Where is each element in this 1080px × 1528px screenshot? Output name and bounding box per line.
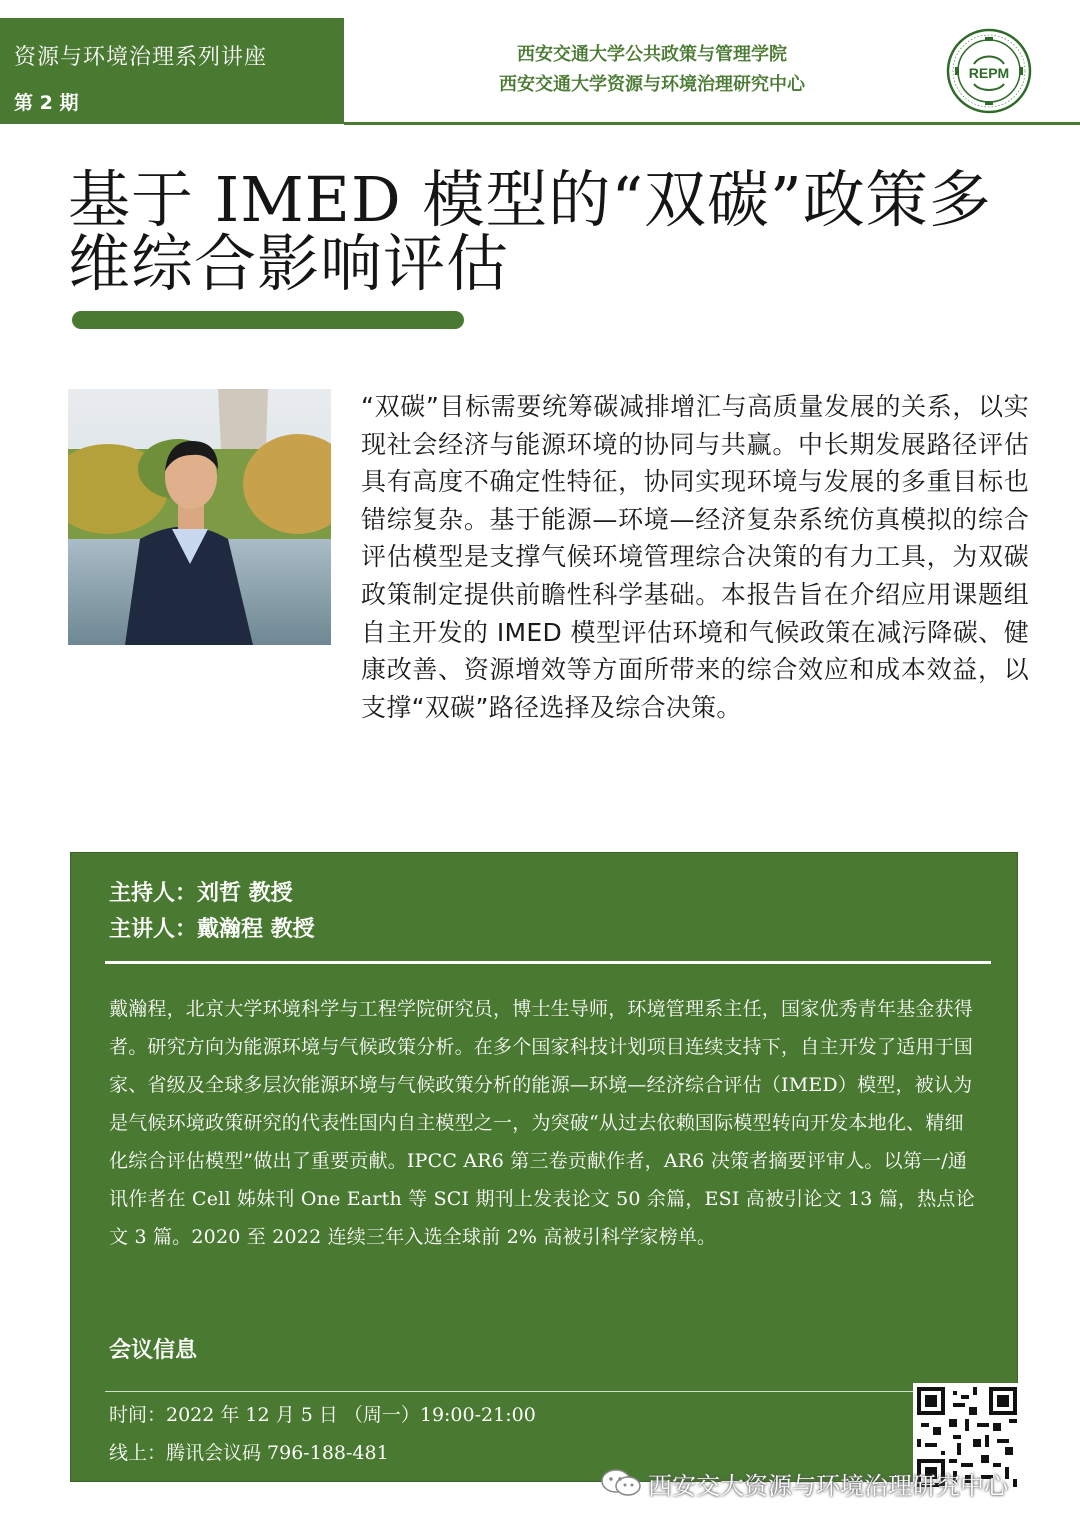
lecture-title-line2: 维综合影响评估 bbox=[68, 227, 510, 300]
speaker-line: 主讲人：戴瀚程 教授 bbox=[109, 917, 315, 942]
header-divider bbox=[344, 122, 1080, 125]
center-logo-icon bbox=[946, 28, 1032, 114]
lecture-title-line1: 基于 IMED 模型的“双碳”政策多 bbox=[68, 163, 992, 236]
title-underline-bar bbox=[72, 311, 464, 329]
meeting-info-heading: 会议信息 bbox=[109, 1338, 198, 1363]
org-name-school: 西安交通大学公共政策与管理学院 bbox=[517, 44, 787, 65]
org-name-center: 西安交通大学资源与环境治理研究中心 bbox=[499, 74, 805, 95]
logo-text: REPM bbox=[968, 65, 1010, 81]
lecture-abstract: “双碳”目标需要统筹碳减排增汇与高质量发展的关系，以实现社会经济与能源环境的协同与共赢。中长期发展路径评估具有高度不确定性特征，协同实现环境与发展的多重目标也错综复杂。基于能源—环境—经济复杂系统仿真模拟的综合评估模型是支撑气候环境管理综合决策的有力工具，为双碳政策制定提供前瞻性科学基础。本报告旨在介绍应用课题组自主开发的 IMED 模型评估环境和气候政策在减污降碳、健康改善、资源增效等方面所带来的综合效应和成本效益，以支撑“双碳”路径选择及综合决策。 bbox=[361, 392, 1029, 722]
speaker-photo bbox=[68, 389, 331, 645]
issue-number: 第 2 期 bbox=[14, 92, 79, 114]
panel-divider bbox=[105, 961, 991, 964]
meeting-online-code: 线上：腾讯会议码 796-188-481 bbox=[109, 1442, 389, 1464]
lecture-title bbox=[68, 163, 1048, 300]
watermark-text: 西安交大资源与环境治理研究中心 bbox=[648, 1471, 1008, 1500]
speaker-info-panel bbox=[70, 852, 1018, 1482]
host-line: 主持人：刘哲 教授 bbox=[109, 881, 293, 906]
series-title: 资源与环境治理系列讲座 bbox=[14, 45, 268, 70]
series-banner bbox=[0, 18, 344, 124]
meeting-divider bbox=[105, 1391, 915, 1392]
speaker-bio: 戴瀚程，北京大学环境科学与工程学院研究员，博士生导师，环境管理系主任，国家优秀青年基金获得者。研究方向为能源环境与气候政策分析。在多个国家科技计划项目连续支持下，自主开发了适用于国家、省级及全球多层次能源环境与气候政策分析的能源—环境—经济综合评估（IMED）模型，被认为是气候环境政策研究的代表性国内自主模型之一，为突破“从过去依赖国际模型转向开发本地化、精细化综合评估模型”做出了重要贡献。IPCC AR6 第三卷贡献作者，AR6 决策者摘要评审人。以第一/通讯作者在 Cell 姊妹刊 One Earth 等 SCI 期刊上发表论文 50 余篇，ESI 高被引论文 13 篇，热点论文 3 篇。2020 至 2022 连续三年入选全球前 2% 高被引科学家榜单。 bbox=[109, 998, 975, 1248]
wechat-watermark bbox=[600, 1465, 1008, 1501]
meeting-time: 时间：2022 年 12 月 5 日 （周一）19:00-21:00 bbox=[109, 1404, 536, 1426]
wechat-icon bbox=[600, 1468, 642, 1498]
